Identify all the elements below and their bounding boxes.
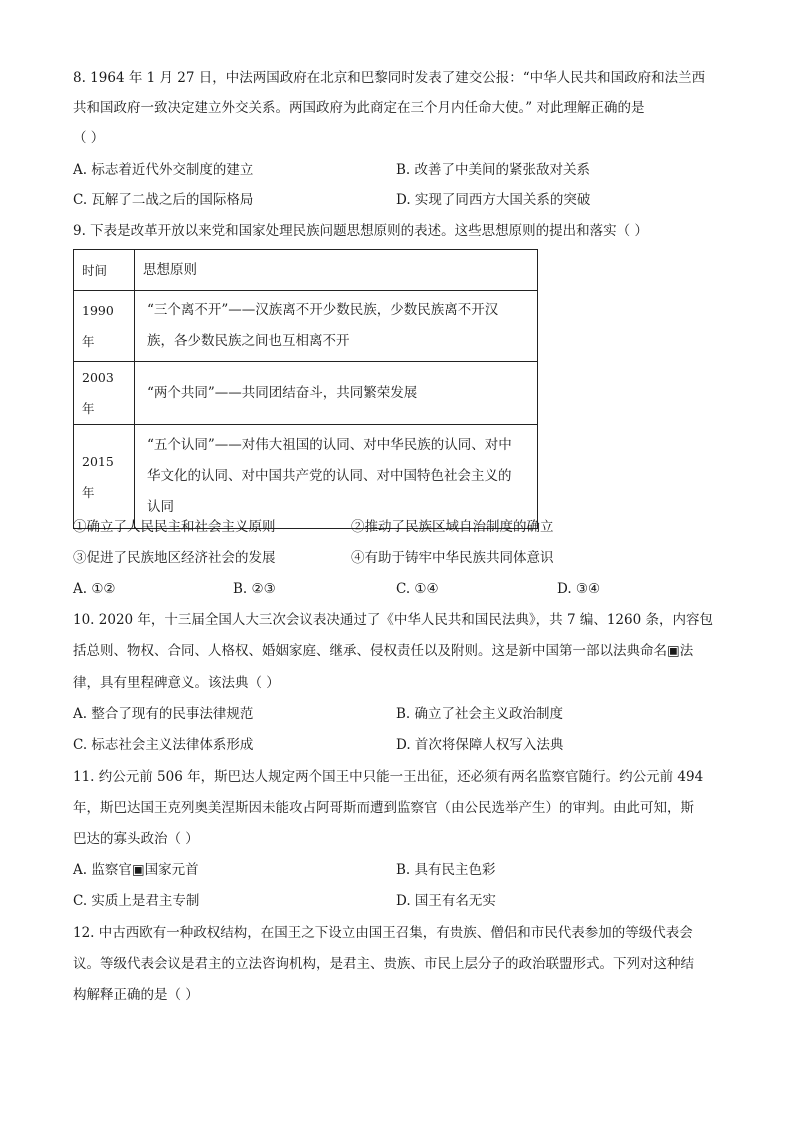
principles-table [73,249,538,529]
table-row [74,362,538,425]
q11-stem-line3: 巴达的寡头政治（ ） [73,831,199,847]
q10-stem-line2: 括总则、物权、合同、人格权、婚姻家庭、继承、侵权责任以及附则。这是新中国第一部以法典命名▣法 [73,643,694,659]
q11-option-d[interactable]: D. 国王有名无实 [396,893,496,909]
q8-option-d[interactable]: D. 实现了同西方大国关系的突破 [396,192,591,208]
q9-stem: 9. 下表是改革开放以来党和国家处理民族问题思想原则的表述。这些思想原则的提出和落实（ ） [73,223,648,239]
q8-stem-line1: 8. 1964 年 1 月 27 日，中法两国政府在北京和巴黎同时发表了建交公报：“中华人民共和国政府和法兰西 [73,70,706,86]
q10-stem-line1: 10. 2020 年，十三届全国人大三次会议表决通过了《中华人民共和国民法典》，共 7 编、1260 条，内容包 [73,612,713,628]
q11-stem-line1: 11. 约公元前 506 年，斯巴达人规定两个国王中只能一王出征，还必须有两名监察官随行。约公元前 494 [73,769,704,785]
row-principle: “三个离不开”——汉族离不开少数民族，少数民族离不开汉族，各少数民族之间也互相离不开 [135,291,538,362]
row-principle: “五个认同”——对伟大祖国的认同、对中华民族的认同、对中华文化的认同、对中国共产党的认同、对中国特色社会主义的认同 [135,425,538,529]
q12-stem-line3: 构解释正确的是（ ） [73,987,199,1003]
q9-option-b[interactable]: B. ②③ [233,581,276,597]
row-principle: “两个共同”——共同团结奋斗，共同繁荣发展 [135,362,538,425]
row-year: 2015 年 [74,425,135,529]
q11-option-c[interactable]: C. 实质上是君主专制 [73,893,200,909]
row-year: 2003 年 [74,362,135,425]
q8-option-b[interactable]: B. 改善了中美间的紧张敌对关系 [396,162,591,178]
table-row [74,425,538,529]
header-time: 时间 [74,250,135,291]
header-principle: 思想原则 [135,250,538,291]
q8-option-a[interactable]: A. 标志着近代外交制度的建立 [73,162,254,178]
q9-option-d[interactable]: D. ③④ [557,581,601,597]
q12-stem-line1: 12. 中古西欧有一种政权结构，在国王之下设立由国王召集，有贵族、僧侣和市民代表参加的等级代表会 [73,925,693,941]
q10-option-c[interactable]: C. 标志社会主义法律体系形成 [73,737,254,753]
q10-option-b[interactable]: B. 确立了社会主义政治制度 [396,706,564,722]
q9-option-c[interactable]: C. ①④ [396,581,439,597]
q9-item-2: ②推动了民族区域自治制度的确立 [351,519,554,535]
table-row [74,291,538,362]
q10-option-a[interactable]: A. 整合了现有的民事法律规范 [73,706,254,722]
q12-stem-line2: 议。等级代表会议是君主的立法咨询机构，是君主、贵族、市民上层分子的政治联盟形式。下列对这种结 [73,956,694,972]
q11-option-a[interactable]: A. 监察官▣国家元首 [73,862,199,878]
q9-item-1: ①确立了人民民主和社会主义原则 [73,519,276,535]
row-year: 1990 年 [74,291,135,362]
q10-stem-line3: 律，具有里程碑意义。该法典（ ） [73,675,280,691]
q9-item-4: ④有助于铸牢中华民族共同体意识 [351,550,554,566]
q8-stem-line2: 共和国政府一致决定建立外交关系。两国政府为此商定在三个月内任命大使。” 对此理解正确的是 [73,100,645,116]
q9-option-a[interactable]: A. ①② [73,581,116,597]
q8-blank: （ ） [73,130,105,146]
q8-option-c[interactable]: C. 瓦解了二战之后的国际格局 [73,192,254,208]
q9-item-3: ③促进了民族地区经济社会的发展 [73,550,276,566]
q11-option-b[interactable]: B. 具有民主色彩 [396,862,496,878]
q10-option-d[interactable]: D. 首次将保障人权写入法典 [396,737,564,753]
q11-stem-line2: 年，斯巴达国王克列奥美涅斯因未能攻占阿哥斯而遭到监察官（由公民选举产生）的审判。由此可知，斯 [73,800,694,816]
table-header-row [74,250,538,291]
